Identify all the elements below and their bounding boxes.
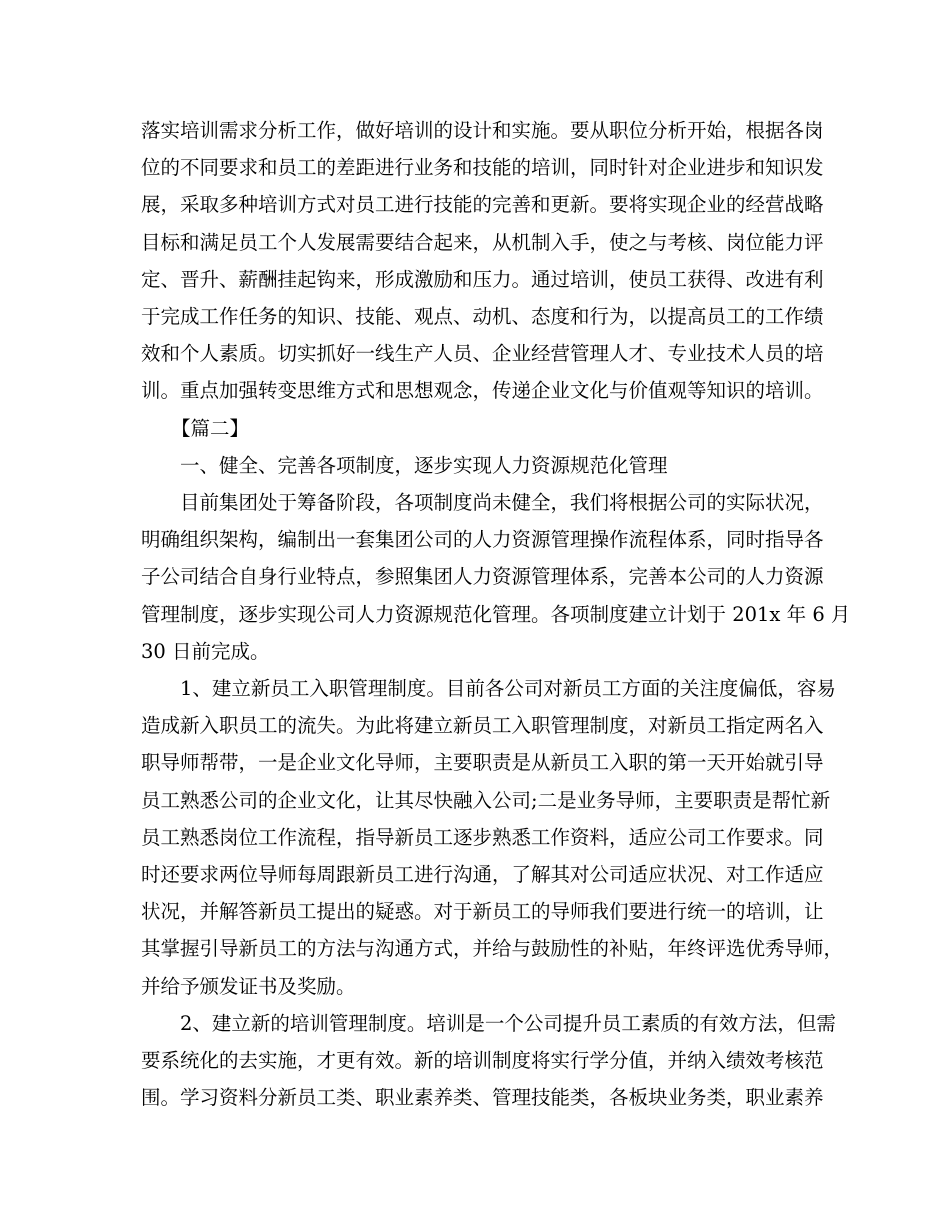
text-line: 其掌握引导新员工的方法与沟通方式，并给与鼓励性的补贴，年终评选优秀导师， — [141, 937, 844, 961]
text-line: 展，采取多种培训方式对员工进行技能的完善和更新。要将实现企业的经营战略 — [141, 193, 824, 217]
text-line: 并给予颁发证书及奖励。 — [141, 974, 356, 998]
paragraph-item-1 — [141, 670, 844, 1005]
text-line: 目标和满足员工个人发展需要结合起来，从机制入手，使之与考核、岗位能力评 — [141, 230, 824, 254]
text-line: 明确组织架构，编制出一套集团公司的人力资源管理操作流程体系，同时指导各 — [141, 528, 824, 552]
text-line: 1、建立新员工入职管理制度。目前各公司对新员工方面的关注度偏低，容易 — [180, 677, 836, 701]
text-line: 落实培训需求分析工作，做好培训的设计和实施。要从职位分析开始，根据各岗 — [141, 119, 824, 142]
text-line: 效和个人素质。切实抓好一线生产人员、企业经营管理人才、专业技术人员的培 — [141, 342, 824, 366]
text-line: 位的不同要求和员工的差距进行业务和技能的培训，同时针对企业进步和知识发 — [141, 156, 824, 180]
text-line: 员工熟悉岗位工作流程，指导新员工逐步熟悉工作资料，适应公司工作要求。同 — [141, 825, 824, 849]
paragraph-current-status — [141, 484, 851, 670]
intro-paragraph — [141, 112, 824, 410]
text-line: 训。重点加强转变思维方式和思想观念，传递企业文化与价值观等知识的培训。 — [141, 379, 824, 403]
text-line: 职导师帮带，一是企业文化导师，主要职责是从新员工入职的第一天开始就引导 — [141, 751, 824, 775]
text-line: 时还要求两位导师每周跟新员工进行沟通，了解其对公司适应状况、对工作适应 — [141, 863, 824, 887]
document-page — [141, 112, 851, 1116]
text-line: 于完成工作任务的知识、技能、观点、动机、态度和行为，以提高员工的工作绩 — [141, 305, 824, 329]
text-line: 定、晋升、薪酬挂起钩来，形成激励和压力。通过培训，使员工获得、改进有利 — [141, 267, 824, 291]
text-line: 目前集团处于筹备阶段，各项制度尚未健全，我们将根据公司的实际状况， — [180, 491, 824, 515]
text-line: 状况，并解答新员工提出的疑惑。对于新员工的导师我们要进行统一的培训，让 — [141, 900, 824, 924]
text-line: 子公司结合自身行业特点，参照集团人力资源管理体系，完善本公司的人力资源 — [141, 565, 824, 589]
section-title: 【篇二】 — [171, 416, 250, 440]
text-line: 造成新入职员工的流失。为此将建立新员工入职管理制度，对新员工指定两名入 — [141, 714, 824, 738]
text-line: 要系统化的去实施，才更有效。新的培训制度将实行学分值，并纳入绩效考核范 — [141, 1049, 824, 1073]
text-line: 30 日前完成。 — [141, 639, 270, 663]
text-line: 管理制度，逐步实现公司人力资源规范化管理。各项制度建立计划于 201x 年 6 月 — [141, 602, 851, 626]
paragraph-item-2 — [141, 1005, 836, 1117]
text-line: 员工熟悉公司的企业文化，让其尽快融入公司;二是业务导师，主要职责是帮忙新 — [141, 788, 831, 812]
text-line: 2、建立新的培训管理制度。培训是一个公司提升员工素质的有效方法，但需 — [180, 1011, 836, 1035]
text-line: 围。学习资料分新员工类、职业素养类、管理技能类，各板块业务类，职业素养 — [141, 1086, 824, 1110]
heading-one: 一、健全、完善各项制度，逐步实现人力资源规范化管理 — [180, 453, 668, 477]
